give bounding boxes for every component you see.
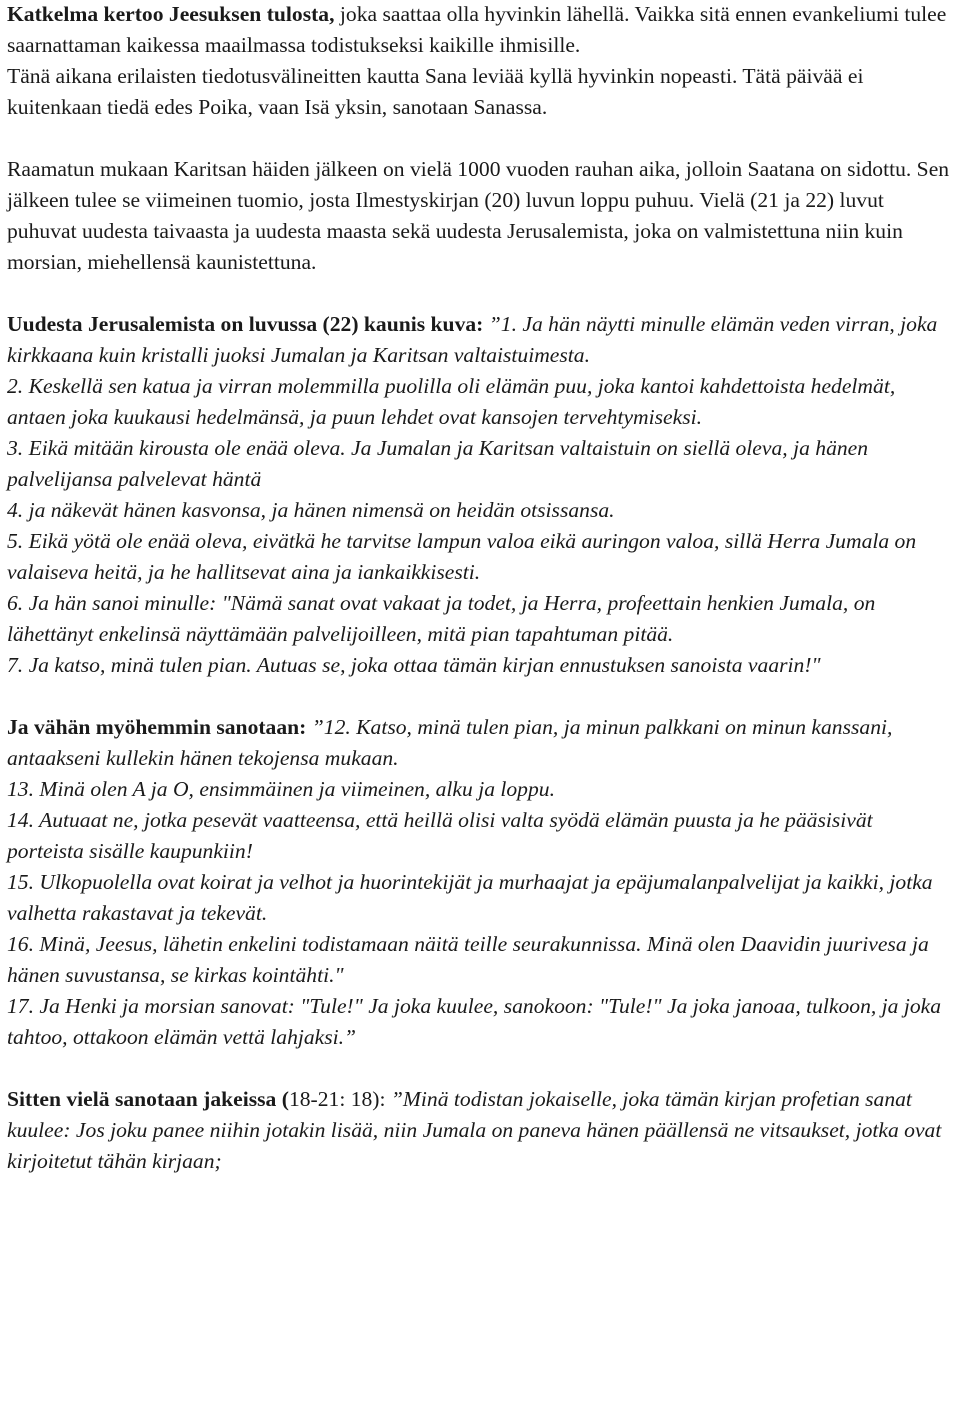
jerusalem-heading: Uudesta Jerusalemista on luvussa (22) kaunis kuva: <box>7 312 484 336</box>
verse-text: 17. Ja Henki ja morsian sanovat: "Tule!" Ja joka kuulee, sanokoon: "Tule!" Ja joka janoaa, tulkoon, ja joka tahtoo, ottakoon elämän vettä lahjaksi.” <box>7 994 947 1049</box>
later-verse-14 <box>7 805 954 867</box>
verse-text: 13. Minä olen A ja O, ensimmäinen ja viimeinen, alku ja loppu. <box>7 777 555 801</box>
verse-text: ”1. Ja hän näytti minulle elämän veden virran, joka kirkkaana kuin kristalli juoksi Jumalan ja Karitsan valtaistuimesta. <box>7 312 943 367</box>
intro-lead-bold: Katkelma kertoo Jeesuksen tulosta, <box>7 2 335 26</box>
verse-text: 6. Ja hän sanoi minulle: "Nämä sanat ovat vakaat ja todet, ja Herra, profeettain henkien Jumala, on lähettänyt enkelinsä näyttämään palvelijoilleen, mitä pian tapahtuman pitää. <box>7 591 881 646</box>
verse-text: 15. Ulkopuolella ovat koirat ja velhot ja huorintekijät ja murhaajat ja epäjumalanpalvelijat ja kaikki, jotka valhetta rakastavat ja tekevät. <box>7 870 939 925</box>
closing-heading: Sitten vielä sanotaan jakeissa ( <box>7 1087 289 1111</box>
jerusalem-verse-4 <box>7 495 954 526</box>
closing-reference: 18-21: 18): <box>288 1087 391 1111</box>
closing-quote: ”Minä todistan jokaiselle, joka tämän kirjan profetian sanat kuulee: Jos joku panee niihin jotakin lisää, niin Jumala on paneva hänen päällensä ne vitsaukset, jotka ovat kirjoitetut tähän kirjaan; <box>7 1087 947 1173</box>
later-verse-13 <box>7 774 954 805</box>
jerusalem-verse-5 <box>7 526 954 588</box>
later-verse-17 <box>7 991 954 1053</box>
verse-text: 5. Eikä yötä ole enää oleva, eivätkä he tarvitse lampun valoa eikä auringon valoa, sillä Herra Jumala on valaiseva heitä, ja he hallitsevat aina ja iankaikkisesti. <box>7 529 922 584</box>
closing-paragraph <box>7 1084 954 1177</box>
intro-paragraph <box>7 0 954 61</box>
later-heading: Ja vähän myöhemmin sanotaan: <box>7 715 307 739</box>
intro-second-line: Tänä aikana erilaisten tiedotusvälineitten kautta Sana leviää kyllä hyvinkin nopeasti. Tätä päivää ei kuitenkaan tiedä edes Poika, vaan Isä yksin, sanotaan Sanassa. <box>7 64 869 119</box>
intro-lead-text: joka saattaa olla hyvinkin lähellä. Vaikka sitä ennen evankeliumi tulee saarnattaman kaikessa maailmassa todistukseksi kaikille ihmisille. <box>7 2 952 57</box>
later-verse-16 <box>7 929 954 991</box>
jerusalem-verse-3 <box>7 433 954 495</box>
verse-text: 3. Eikä mitään kirousta ole enää oleva. Ja Jumalan ja Karitsan valtaistuin on siellä oleva, ja hänen palvelijansa palvelevat häntä <box>7 436 874 491</box>
millennium-paragraph: Raamatun mukaan Karitsan häiden jälkeen on vielä 1000 vuoden rauhan aika, jolloin Saatana on sidottu. Sen jälkeen tulee se viimeinen tuomio, josta Ilmestyskirjan (20) luvun loppu puhuu. Vielä (21 ja 22) luvut puhuvat uudesta taivaasta ja uudesta maasta sekä uudesta Jerusalemista, joka on valmistettuna niin kuin morsian, miehellensä kaunistettuna. <box>7 157 955 274</box>
jerusalem-verse-7 <box>7 650 954 681</box>
paragraph-gap <box>7 1053 954 1084</box>
verse-text: 4. ja näkevät hänen kasvonsa, ja hänen nimensä on heidän otsissansa. <box>7 498 615 522</box>
verse-text: 14. Autuaat ne, jotka pesevät vaatteensa, että heillä olisi valta syödä elämän puusta ja he pääsisivät porteista sisälle kaupunkiin! <box>7 808 879 863</box>
jerusalem-verse-2 <box>7 371 954 433</box>
jerusalem-verse-1 <box>7 309 954 371</box>
paragraph-gap <box>7 123 954 154</box>
jerusalem-verse-6 <box>7 588 954 650</box>
later-verse-15 <box>7 867 954 929</box>
verse-text: 16. Minä, Jeesus, lähetin enkelini todistamaan näitä teille seurakunnissa. Minä olen Daavidin juurivesa ja hänen suvustansa, se kirkas kointähti." <box>7 932 935 987</box>
verse-text: ”12. Katso, minä tulen pian, ja minun palkkani on minun kanssani, antaakseni kullekin hänen tekojensa mukaan. <box>7 715 898 770</box>
paragraph-gap <box>7 681 954 712</box>
paragraph-gap <box>7 278 954 309</box>
verse-text: 7. Ja katso, minä tulen pian. Autuas se, joka ottaa tämän kirjan ennustuksen sanoista vaarin!" <box>7 653 821 677</box>
verse-text: 2. Keskellä sen katua ja virran molemmilla puolilla oli elämän puu, joka kantoi kahdettoista hedelmät, antaen joka kuukausi hedelmänsä, ja puun lehdet ovat kansojen tervehtymiseksi. <box>7 374 901 429</box>
later-verse-12 <box>7 712 954 774</box>
